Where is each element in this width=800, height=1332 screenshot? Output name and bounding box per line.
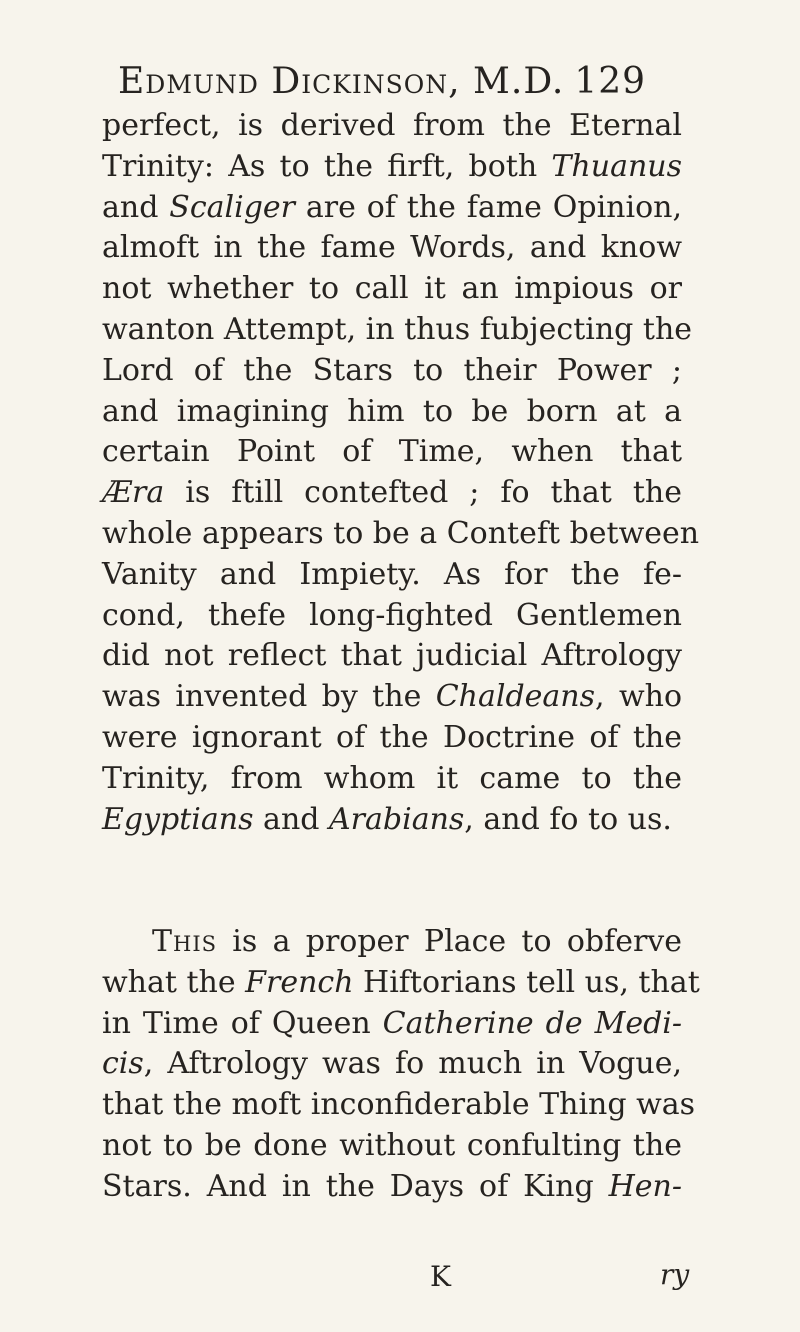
text-line: Æra is ftill contefted ; fo that the bbox=[102, 475, 682, 511]
running-head-author: Edmund Dickinson, M.D. bbox=[118, 61, 565, 102]
text-line: Stars. And in the Days of King Hen- bbox=[102, 1168, 682, 1204]
signature-mark: K bbox=[430, 1260, 451, 1293]
text-line: perfect, is derived from the Eternal bbox=[102, 108, 682, 143]
text-line: almoft in the fame Words, and know bbox=[102, 230, 682, 266]
text-line: Vanity and Impiety. As for the fe- bbox=[102, 556, 682, 592]
paragraph-opening-word: This bbox=[152, 924, 218, 959]
text-line: Trinity, from whom it came to the bbox=[102, 760, 682, 796]
text-line: did not reflect that judicial Aftrology bbox=[102, 638, 682, 674]
text-line: was invented by the Chaldeans, who bbox=[102, 679, 683, 715]
paragraph-1 bbox=[102, 106, 700, 840]
running-head bbox=[118, 60, 698, 104]
text-line: Trinity: As to the firft, both Thuanus bbox=[102, 148, 682, 184]
text-line: not to be done without confulting the bbox=[102, 1127, 682, 1163]
text-line: cond, thefe long-fighted Gentlemen bbox=[102, 597, 682, 633]
text-line: and imagining him to be born at a bbox=[102, 393, 682, 429]
paragraph-2 bbox=[102, 922, 700, 1208]
text-line: in Time of Queen Catherine de Medi- bbox=[102, 1005, 683, 1041]
text-line: were ignorant of the Doctrine of the bbox=[102, 719, 682, 755]
text-line: not whether to call it an impious or bbox=[102, 271, 682, 307]
text-line: cis, Aftrology was fo much in Vogue, bbox=[102, 1046, 682, 1082]
catchword: ry bbox=[660, 1258, 690, 1291]
text-line: whole appears to be a Conteft between bbox=[102, 515, 700, 551]
text-line: Lord of the Stars to their Power ; bbox=[102, 352, 682, 388]
text-line: and Scaliger are of the fame Opinion, bbox=[102, 189, 682, 225]
text-line: This is a proper Place to obferve bbox=[152, 924, 682, 959]
page-number: 129 bbox=[574, 61, 647, 102]
text-line: what the French Hiftorians tell us, that bbox=[102, 964, 700, 1000]
text-line-last: Egyptians and Arabians, and fo to us. bbox=[102, 801, 672, 837]
text-line: wanton Attempt, in thus fubjecting the bbox=[102, 311, 693, 347]
text-line: certain Point of Time, when that bbox=[102, 434, 682, 470]
text-line: that the moft inconfiderable Thing was bbox=[102, 1087, 696, 1123]
